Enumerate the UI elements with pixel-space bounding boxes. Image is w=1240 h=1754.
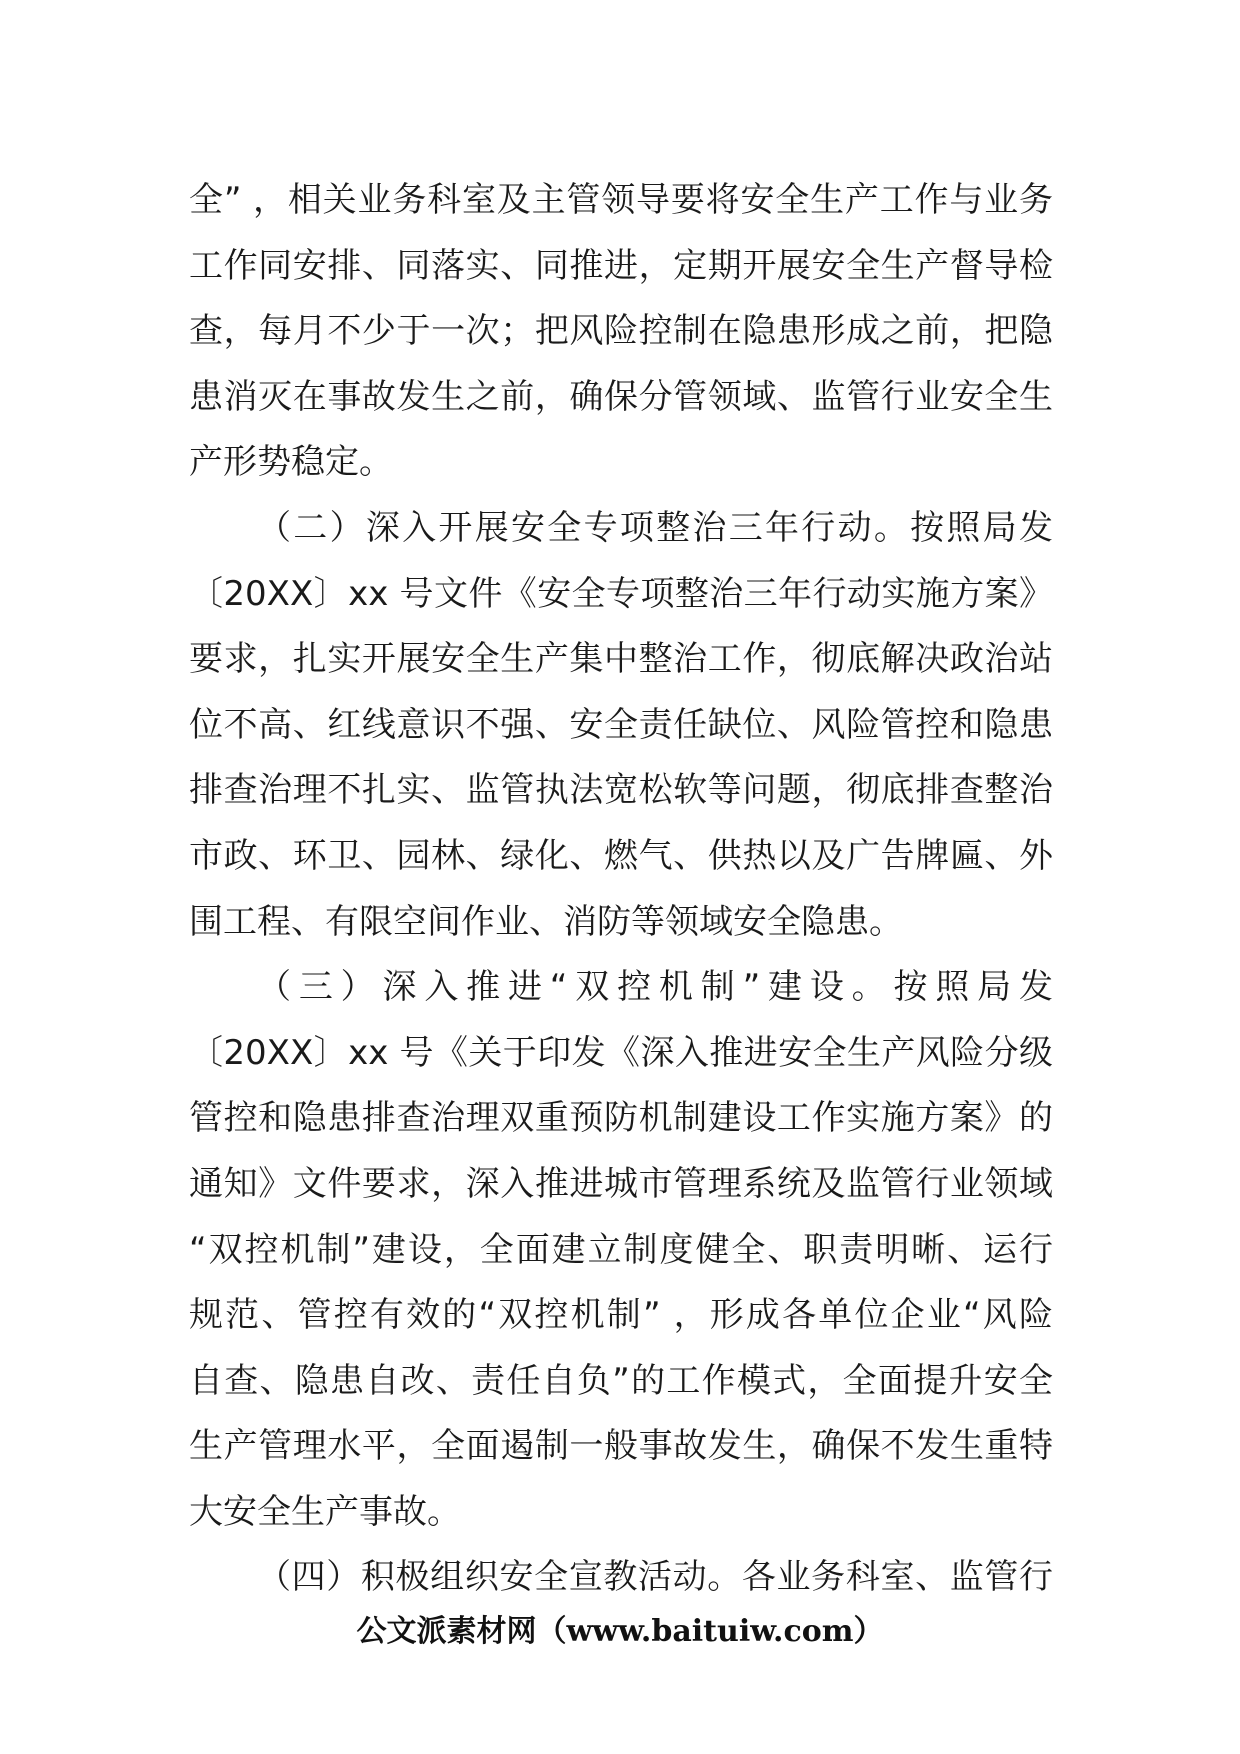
footer-watermark: 公文派素材网（www.baituiw.com） [356, 1614, 884, 1649]
paragraph-heading-line: （四）积极组织安全宣教活动。各业务科室、监管行 [257, 1557, 1053, 1598]
text-line: 自查、隐患自改、责任自负”的工作模式，全面提升安全 [189, 1360, 1053, 1401]
text-line: 通知》文件要求，深入推进城市管理系统及监管行业领域 [189, 1163, 1053, 1204]
text-line: 生产管理水平，全面遏制一般事故发生，确保不发生重特 [189, 1426, 1053, 1467]
text-line: 患消灭在事故发生之前，确保分管领域、监管行业安全生 [189, 376, 1053, 417]
text-line: 查，每月不少于一次；把风险控制在隐患形成之前，把隐 [189, 311, 1053, 352]
paragraph-heading-line: （三）深入推进“双控机制”建设。按照局发 [257, 967, 1053, 1008]
text-line: 市政、环卫、园林、绿化、燃气、供热以及广告牌匾、外 [189, 835, 1053, 876]
text-line: 工作同安排、同落实、同推进，定期开展安全生产督导检 [189, 245, 1053, 286]
text-line: 规范、管控有效的“双控机制” ，形成各单位企业“风险 [189, 1295, 1053, 1336]
text-line: 〔20XX〕xx 号《关于印发《深入推进安全生产风险分级 [189, 1032, 1053, 1073]
text-line: 全” ，相关业务科室及主管领导要将安全生产工作与业务 [189, 180, 1053, 220]
text-line: 围工程、有限空间作业、消防等领域安全隐患。 [189, 901, 903, 942]
text-line: 〔20XX〕xx 号文件《安全专项整治三年行动实施方案》 [189, 573, 1053, 614]
paragraph-heading-line: （二）深入开展安全专项整治三年行动。按照局发 [257, 507, 1053, 548]
text-line: 管控和隐患排查治理双重预防机制建设工作实施方案》的 [189, 1098, 1053, 1139]
text-line: 要求，扎实开展安全生产集中整治工作，彻底解决政治站 [189, 639, 1053, 680]
document-body [189, 168, 1053, 1611]
text-line: 大安全生产事故。 [189, 1491, 461, 1532]
text-line: 产形势稳定。 [189, 442, 393, 483]
text-line: “双控机制”建设，全面建立制度健全、职责明晰、运行 [189, 1229, 1053, 1270]
text-line: 排查治理不扎实、监管执法宽松软等问题，彻底排查整治 [189, 770, 1053, 811]
text-line: 位不高、红线意识不强、安全责任缺位、风险管控和隐患 [189, 704, 1053, 745]
